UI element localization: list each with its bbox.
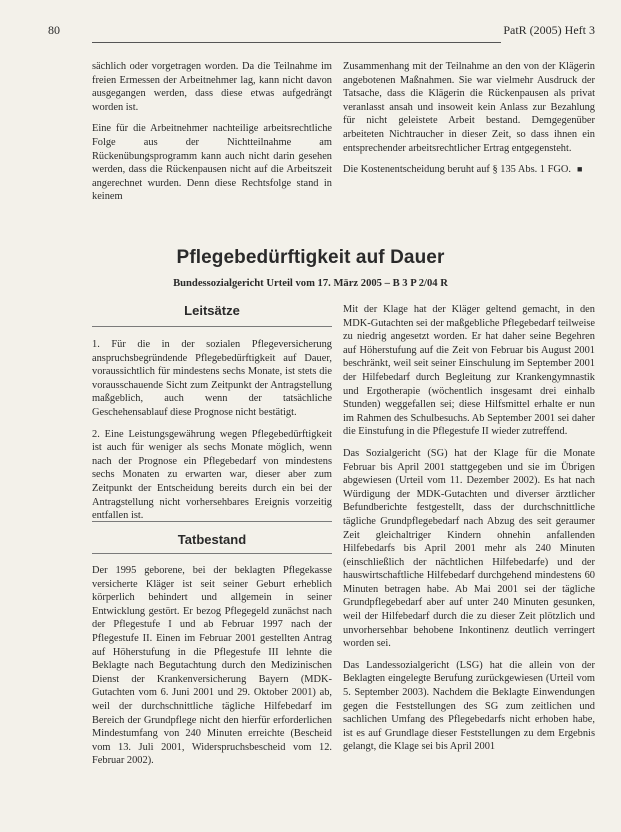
body-paragraph: Das Sozialgericht (SG) hat der Klage für die Monate Februar bis April 2001 stattgegeben und sie im Übrigen abgewiesen (Urteil vom 11. Dezember 2002). Es hat nach Würdigung der MDK-Gutachten und diverser ärztlicher Befundberichte festgestellt, dass der durchschnittliche tägliche Grundpflegebedarf nach Abzug des seit geraumer Zeit gleichaltriger Kindern ohnehin anfallenden Hilfebedarfs bis April 2001 mehr als 240 Minuten (einschließlich der nächtlichen Hilfebedarfe) und der hauswirtschaftliche Hilfebedarf durchgehend mindestens 60 Minuten betragen habe. Ab Mai 2001 sei der tägliche Grundpflegebedarf aber auf unter 240 Minuten gesunken, weil der Hilfebedarf durch die zu dieser Zeit plötzlich und unvorhersehbar behobene Inkontinenz deutlich verringert worden sei. [343,447,595,650]
section-heading-leitsaetze: Leitsätze [184,303,240,318]
end-mark: ■ [577,164,583,175]
section-heading-tatbestand: Tatbestand [177,532,247,547]
header-rule [92,42,501,43]
intro-left-column [92,60,332,212]
article-title: Pflegebedürftigkeit auf Dauer [176,247,445,268]
body-paragraph: Das Landessozialgericht (LSG) hat die allein von der Beklagten eingelegte Berufung zurückgewiesen (Urteil vom 5. September 2003). Nachdem die Beklagte Einwendungen gegen die Feststellungen des SG zum zeitlichen und sachlichen Umfang des Pflegebedarfs nicht erhoben habe, ist es auf Grundlage dieser Feststellungen zu dem Ergebnis gelangt, die Klage sei bis April 2001 [343,659,595,753]
body-paragraph: Mit der Klage hat der Kläger geltend gemacht, in den MDK-Gutachten sei der maßgebliche Pflegebedarf teilweise zu niedrig angesetzt worden. Er hat daher seine Begehren auf Höherstufung auf die Zeit von Februar bis August 2001 beschränkt, weil seit seiner Einschulung im September 2001 der Hilfebedarf durch Begleitung zur Krankengymnastik und Ergotherapie (wöchentlich insgesamt drei einhalb Stunden) weggefallen sei; diese Hilfsmittel erhalte er nun im Rahmen des Schulbesuchs. Ab September 2001 sei daher die Einstufung in die Pflegestufe II wieder zutreffend. [343,304,595,438]
article-subtitle: Bundessozialgericht Urteil vom 17. März 2005 – B 3 P 2/04 R [173,278,448,289]
page-number: 80 [48,23,60,37]
leitsatz-item: 2. Eine Leistungsgewährung wegen Pflegebedürftigkeit ist auch für weniger als sechs Monate möglich, wenn nach der Prognose ein Pflegebedarf von mindestens sechs Monaten zu erwarten war, dieser aber zum Zeitpunkt der Entscheidung bereits durch ein bei der Antragstellung nicht vorhersehbares Ereignis vorzeitig entfallen ist. [92,428,332,522]
intro-paragraph: sächlich oder vorgetragen worden. Da die Teilnahme im freien Ermessen der Arbeitnehmer lag, kann nicht davon ausgegangen werden, dass diese etwas aufgedrängt worden ist. [92,61,332,113]
section-rule [92,521,332,522]
right-column [343,303,595,762]
section-rule [92,326,332,327]
intro-paragraph: Zusammenhang mit der Teilnahme an den von der Klägerin angebotenen Maßnahmen. Sie war vielmehr Ausdruck der Tatsache, dass die Klägerin die Rückenpausen als privat veranlasst ansah und insoweit kein Anlass zur Bezahlung für nicht geleistete Arbeit bestand. Demgegenüber arbeiteten Nichtraucher in dieser Zeit, so dass ihnen ein entsprechender arbeitsrechtlicher Ertrag entgegensteht. [343,61,595,154]
cost-decision [343,163,595,177]
leitsatz-item: 1. Für die in der sozialen Pflegeversicherung anspruchsbegründende Pflegebedürftigkeit auf Dauer, voraussichtlich für mindestens sechs Monate, ist stets die vorausschauende Sicht zum Zeitpunkt der Antragstellung maßgeblich, auch wenn der tatsächliche Geschehensablauf diese Prognose nicht bestätigt. [92,339,332,418]
leitsaetze-list [92,338,332,531]
tatbestand-paragraph: Der 1995 geborene, bei der beklagten Pflegekasse versicherte Kläger ist seit seiner Geburt erheblich körperlich behindert und allgemein in seiner Entwicklung gestört. Er bezog Pflegegeld zunächst nach der Pflegestufe I und ab Februar 1997 nach der Pflegestufe II. Einen im Februar 2001 gestellten Antrag auf Höherstufung in die Pflegestufe III lehnte die Beklagte nach Begutachtung durch den Medizinischen Dienst der Krankenversicherung Bayern (MDK-Gutachten vom 6. Juni 2001 und 29. Oktober 2001) ab, weil der durchschnittliche tägliche Hilfebedarf im Bereich der Grundpflege nicht den hierfür erforderlichen Mindestumfang von 240 Minuten erreichte (Bescheid vom 13. Juli 2001, Widerspruchsbescheid vom 12. Februar 2002). [92,565,332,767]
tatbestand-body [92,564,332,776]
intro-paragraph: Eine für die Arbeitnehmer nachteilige arbeitsrechtliche Folge aus der Nichtteilnahme am Rückenübungsprogramm kann auch nicht darin gesehen werden, dass die Rückenpausen nicht auf die Arbeitszeit angerechnet wurden. Denn diese Rechtsfolge stand in keinem [92,123,332,203]
cost-decision-text: Die Kostenentscheidung beruht auf § 135 Abs. 1 FGO. [343,164,571,176]
section-rule [92,553,332,554]
journal-header: PatR (2005) Heft 3 [503,23,595,37]
intro-right-column [343,60,595,185]
